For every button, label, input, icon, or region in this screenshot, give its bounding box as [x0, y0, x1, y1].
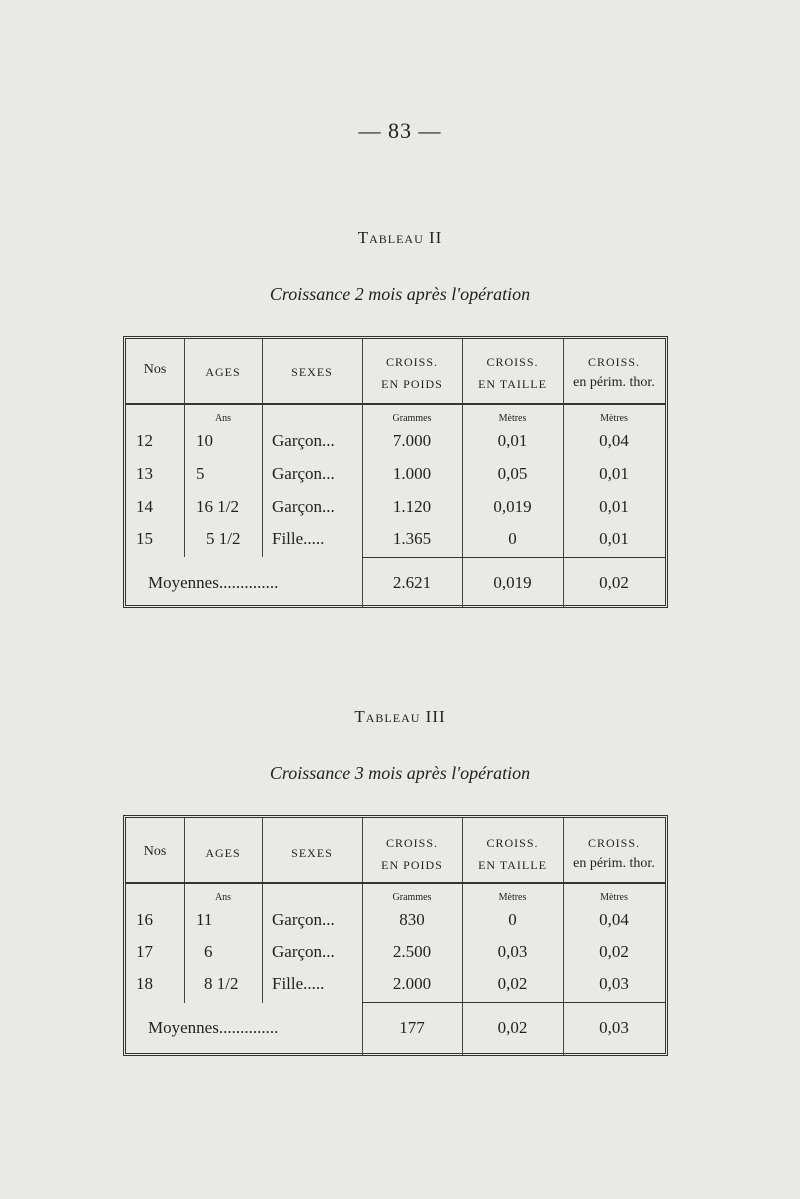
- cell-perim: 0,03: [599, 974, 629, 993]
- cell-sexe: Garçon...: [272, 464, 335, 483]
- cell-perim: 0,02: [599, 942, 629, 961]
- cell-no: 18: [136, 974, 153, 993]
- cell-taille: 0,019: [493, 497, 532, 516]
- cell-perim: 0,01: [599, 529, 629, 548]
- cell-no: 16: [136, 910, 153, 929]
- cell-taille: 0: [508, 910, 517, 929]
- cell-taille: 0: [508, 529, 517, 548]
- cell-no: 13: [136, 464, 153, 483]
- header-sexes: SEXES: [291, 846, 333, 860]
- table-header: [126, 339, 665, 405]
- cell-sexe: Fille.....: [272, 529, 325, 548]
- table-body: [126, 405, 665, 607]
- cell-age: 11: [196, 910, 213, 929]
- cell-taille: 0,05: [497, 464, 528, 483]
- cell-poids: 1.000: [392, 464, 432, 483]
- header-ages: AGES: [205, 365, 241, 379]
- cell-sexe: Garçon...: [272, 910, 335, 929]
- header-poids-1: CROISS.: [385, 836, 439, 850]
- unit-poids: Grammes: [392, 413, 432, 424]
- cell-age: 8 1/2: [204, 974, 239, 993]
- cell-perim: 0,01: [599, 464, 629, 483]
- table-header: [126, 818, 665, 884]
- moyennes-taille: 0,019: [493, 573, 532, 592]
- table-3-subtitle: Croissance 3 mois après l'opération: [269, 763, 531, 783]
- unit-poids: Grammes: [392, 892, 432, 903]
- cell-perim: 0,04: [599, 910, 629, 929]
- moyennes-taille: 0,02: [497, 1018, 528, 1037]
- cell-poids: 7.000: [392, 431, 432, 450]
- cell-age: 6: [204, 942, 213, 961]
- cell-perim: 0,01: [599, 497, 629, 516]
- cell-taille: 0,01: [497, 431, 528, 450]
- cell-poids: 830: [399, 910, 425, 929]
- cell-poids: 1.365: [392, 529, 432, 548]
- moyennes-perim: 0,03: [599, 1018, 629, 1037]
- header-poids-2: EN POIDS: [381, 377, 443, 391]
- cell-sexe: Garçon...: [272, 431, 335, 450]
- header-perim-1: CROISS.: [587, 836, 641, 850]
- moyennes-poids: 177: [399, 1018, 425, 1037]
- header-poids-1: CROISS.: [385, 355, 439, 369]
- table-3-title: Tableau III: [354, 707, 446, 726]
- unit-ages: Ans: [214, 892, 232, 903]
- header-taille-2: EN TAILLE: [478, 858, 547, 872]
- header-no: Nos: [143, 844, 167, 859]
- moyennes-label: Moyennes..............: [148, 573, 279, 592]
- cell-no: 12: [136, 431, 153, 450]
- cell-poids: 2.500: [392, 942, 432, 961]
- header-ages: AGES: [205, 846, 241, 860]
- cell-sexe: Garçon...: [272, 497, 335, 516]
- unit-taille: Mètres: [498, 892, 527, 903]
- cell-perim: 0,04: [599, 431, 629, 450]
- header-taille-1: CROISS.: [486, 836, 539, 850]
- cell-sexe: Garçon...: [272, 942, 335, 961]
- cell-age: 10: [196, 431, 213, 450]
- unit-taille: Mètres: [498, 413, 527, 424]
- header-no: Nos: [143, 362, 167, 377]
- cell-age: 16 1/2: [196, 497, 239, 516]
- header-perim-2: en périm. thor.: [573, 375, 655, 390]
- cell-taille: 0,03: [497, 942, 528, 961]
- cell-no: 15: [136, 529, 153, 548]
- cell-age: 5 1/2: [206, 529, 241, 548]
- table-2-title: Tableau II: [357, 228, 443, 247]
- header-sexes: SEXES: [291, 365, 333, 379]
- cell-age: 5: [196, 464, 205, 483]
- unit-ages: Ans: [214, 413, 232, 424]
- moyennes-perim: 0,02: [599, 573, 629, 592]
- page-number: — 83 —: [358, 118, 442, 143]
- unit-perim: Mètres: [600, 892, 628, 903]
- cell-sexe: Fille.....: [272, 974, 325, 993]
- cell-poids: 1.120: [392, 497, 432, 516]
- cell-taille: 0,02: [497, 974, 528, 993]
- cell-no: 14: [136, 497, 153, 516]
- moyennes-poids: 2.621: [392, 573, 432, 592]
- cell-no: 17: [136, 942, 153, 961]
- header-taille-1: CROISS.: [486, 355, 539, 369]
- table-2-subtitle: Croissance 2 mois après l'opération: [269, 284, 531, 304]
- header-perim-1: CROISS.: [587, 355, 641, 369]
- header-perim-2: en périm. thor.: [573, 856, 655, 871]
- table-2: [123, 336, 668, 608]
- table-body: [126, 884, 665, 1055]
- unit-perim: Mètres: [600, 413, 628, 424]
- header-taille-2: EN TAILLE: [478, 377, 547, 391]
- table-3: [123, 815, 668, 1056]
- moyennes-label: Moyennes..............: [148, 1018, 279, 1037]
- header-poids-2: EN POIDS: [381, 858, 443, 872]
- cell-poids: 2.000: [392, 974, 432, 993]
